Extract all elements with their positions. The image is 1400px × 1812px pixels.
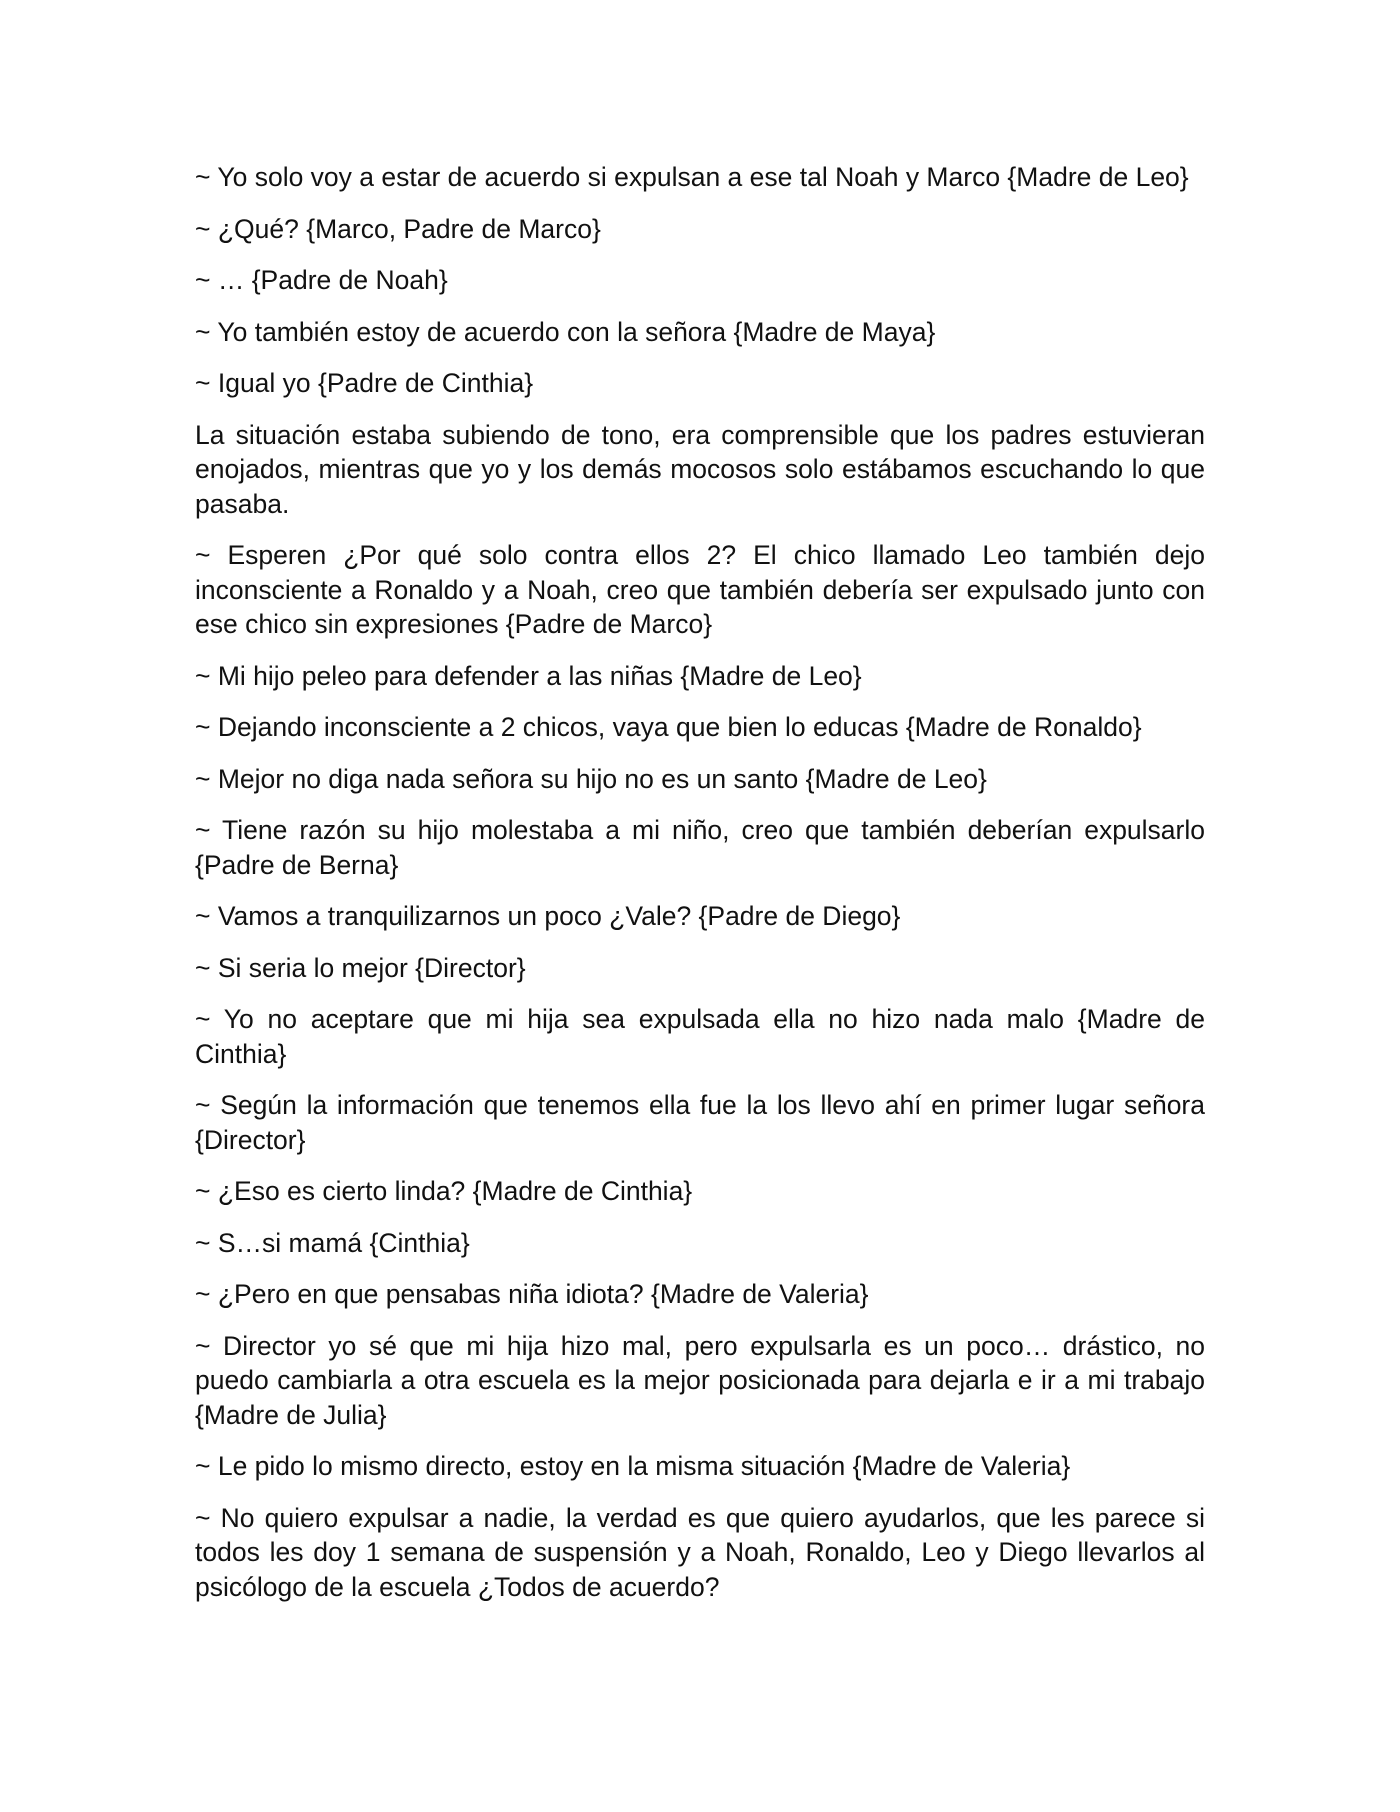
dialogue-line: ~ No quiero expulsar a nadie, la verdad es que quiero ayudarlos, que les parece si todos les doy 1 semana de suspensión y a Noah, Ronaldo, Leo y Diego llevarlos al psicólogo de la escuela ¿Todos de acuerdo? — [195, 1502, 1205, 1602]
narration-paragraph: La situación estaba subiendo de tono, era comprensible que los padres estuvieran enojados, mientras que yo y los demás mocosos solo estábamos escuchando lo que pasaba. — [195, 419, 1205, 519]
dialogue-line: ~ Si seria lo mejor {Director} — [195, 952, 526, 983]
document-body — [195, 160, 1205, 1621]
dialogue-line: ~ ¿Qué? {Marco, Padre de Marco} — [195, 213, 601, 244]
dialogue-line: ~ Le pido lo mismo directo, estoy en la misma situación {Madre de Valeria} — [195, 1451, 1071, 1481]
dialogue-line: ~ Igual yo {Padre de Cinthia} — [195, 368, 534, 398]
dialogue-line: ~ ¿Pero en que pensabas niña idiota? {Madre de Valeria} — [195, 1279, 869, 1309]
dialogue-line: ~ ¿Eso es cierto linda? {Madre de Cinthia} — [195, 1176, 693, 1206]
dialogue-line: ~ Yo también estoy de acuerdo con la señora {Madre de Maya} — [195, 316, 936, 347]
dialogue-line: ~ Mi hijo peleo para defender a las niñas {Madre de Leo} — [195, 660, 862, 691]
dialogue-line: ~ Según la información que tenemos ella fue la los llevo ahí en primer lugar señora {Director} — [195, 1090, 1205, 1155]
dialogue-line: ~ Dejando inconsciente a 2 chicos, vaya que bien lo educas {Madre de Ronaldo} — [195, 712, 1142, 742]
dialogue-line: ~ Esperen ¿Por qué solo contra ellos 2? El chico llamado Leo también dejo inconsciente a Ronaldo y a Noah, creo que también debería ser expulsado junto con ese chico sin expresiones {Padre de Marco} — [195, 540, 1205, 639]
dialogue-line: ~ Vamos a tranquilizarnos un poco ¿Vale? {Padre de Diego} — [195, 901, 901, 931]
dialogue-line: ~ Yo solo voy a estar de acuerdo si expulsan a ese tal Noah y Marco {Madre de Leo} — [195, 162, 1189, 192]
dialogue-line: ~ … {Padre de Noah} — [195, 265, 448, 295]
dialogue-line: ~ Mejor no diga nada señora su hijo no es un santo {Madre de Leo} — [195, 763, 987, 794]
dialogue-line: ~ S…si mamá {Cinthia} — [195, 1227, 470, 1258]
dialogue-line: ~ Yo no aceptare que mi hija sea expulsada ella no hizo nada malo {Madre de Cinthia} — [195, 1004, 1205, 1069]
dialogue-line: ~ Director yo sé que mi hija hizo mal, pero expulsarla es un poco… drástico, no puedo cambiarla a otra escuela es la mejor posicionada para dejarla e ir a mi trabajo {Madre de Julia} — [195, 1330, 1205, 1430]
dialogue-line: ~ Tiene razón su hijo molestaba a mi niño, creo que también deberían expulsarlo {Padre de Berna} — [195, 815, 1205, 880]
